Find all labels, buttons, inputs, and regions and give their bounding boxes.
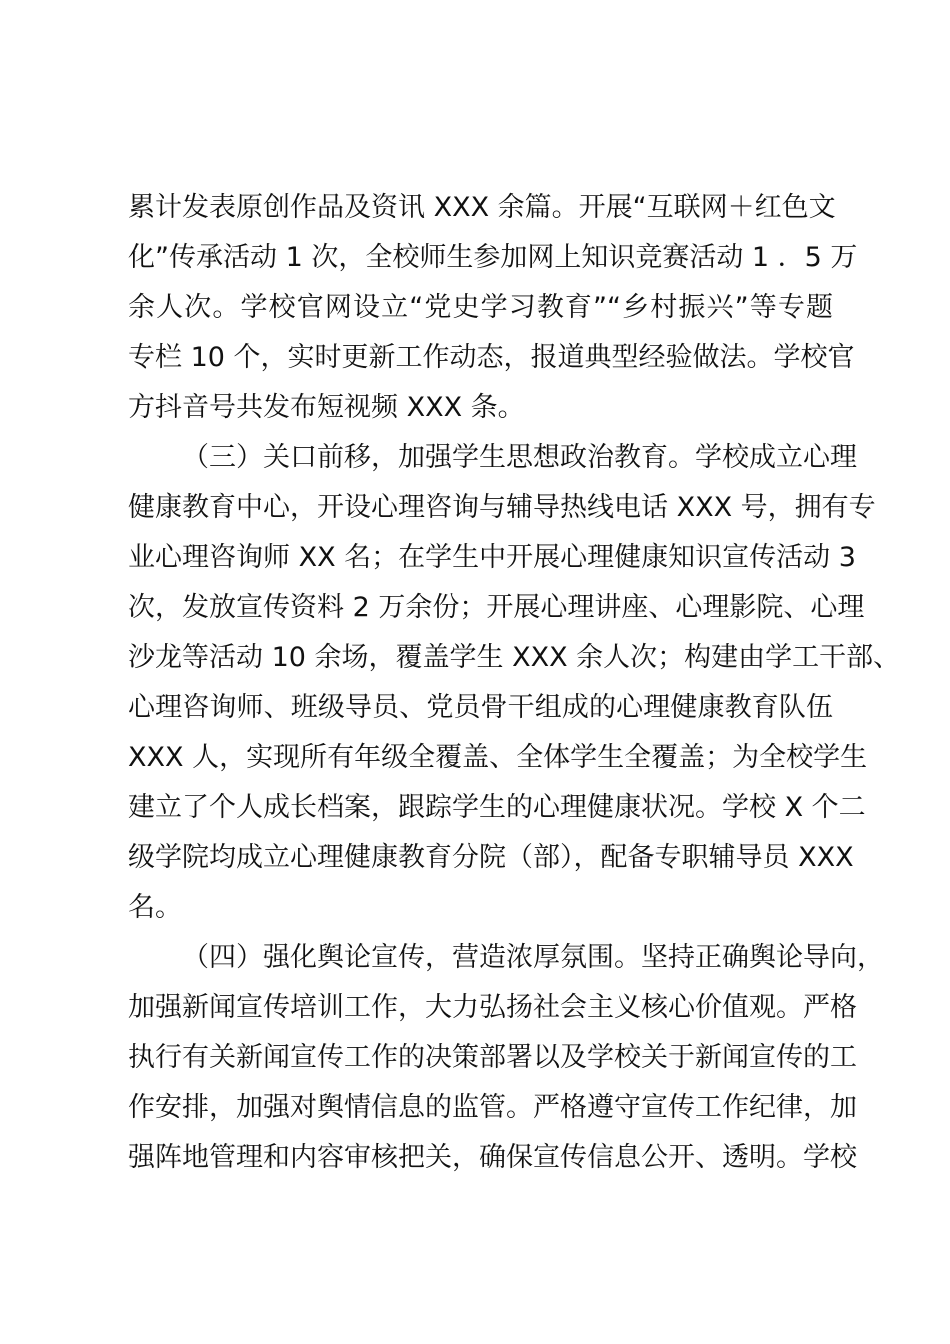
- text-line: 专栏 10 个，实时更新工作动态，报道典型经验做法。学校官: [128, 342, 855, 373]
- text-line: （四）强化舆论宣传，营造浓厚氛围。坚持正确舆论导向，: [182, 942, 884, 973]
- text-line: 余人次。学校官网设立“党史学习教育”“乡村振兴”等专题: [128, 292, 833, 323]
- text-line: 执行有关新闻宣传工作的决策部署以及学校关于新闻宣传的工: [128, 1042, 857, 1073]
- text-line: （三）关口前移，加强学生思想政治教育。学校成立心理: [182, 442, 857, 473]
- text-line: 建立了个人成长档案，跟踪学生的心理健康状况。学校 X 个二: [128, 792, 866, 823]
- text-line: 沙龙等活动 10 余场，覆盖学生 XXX 余人次；构建由学工干部、: [128, 642, 901, 673]
- text-line: 加强新闻宣传培训工作，大力弘扬社会主义核心价值观。严格: [128, 992, 857, 1023]
- text-line: 累计发表原创作品及资讯 XXX 余篇。开展“互联网＋红色文: [128, 192, 836, 223]
- text-line: 名。: [128, 892, 182, 923]
- text-line: 次，发放宣传资料 2 万余份；开展心理讲座、心理影院、心理: [128, 592, 865, 623]
- text-line: 健康教育中心，开设心理咨询与辅导热线电话 XXX 号，拥有专: [128, 492, 876, 523]
- text-line: 级学院均成立心理健康教育分院（部），配备专职辅导员 XXX: [128, 842, 854, 873]
- text-line: 作安排，加强对舆情信息的监管。严格遵守宣传工作纪律，加: [128, 1092, 857, 1123]
- text-line: 方抖音号共发布短视频 XXX 条。: [128, 392, 525, 423]
- text-line: XXX 人，实现所有年级全覆盖、全体学生全覆盖；为全校学生: [128, 742, 868, 773]
- text-line: 业心理咨询师 XX 名；在学生中开展心理健康知识宣传活动 3: [128, 542, 856, 573]
- text-line: 强阵地管理和内容审核把关，确保宣传信息公开、透明。学校: [128, 1142, 857, 1173]
- text-line: 心理咨询师、班级导员、党员骨干组成的心理健康教育队伍: [128, 692, 833, 723]
- text-line: 化”传承活动 1 次，全校师生参加网上知识竞赛活动 1 ．5 万: [128, 242, 858, 273]
